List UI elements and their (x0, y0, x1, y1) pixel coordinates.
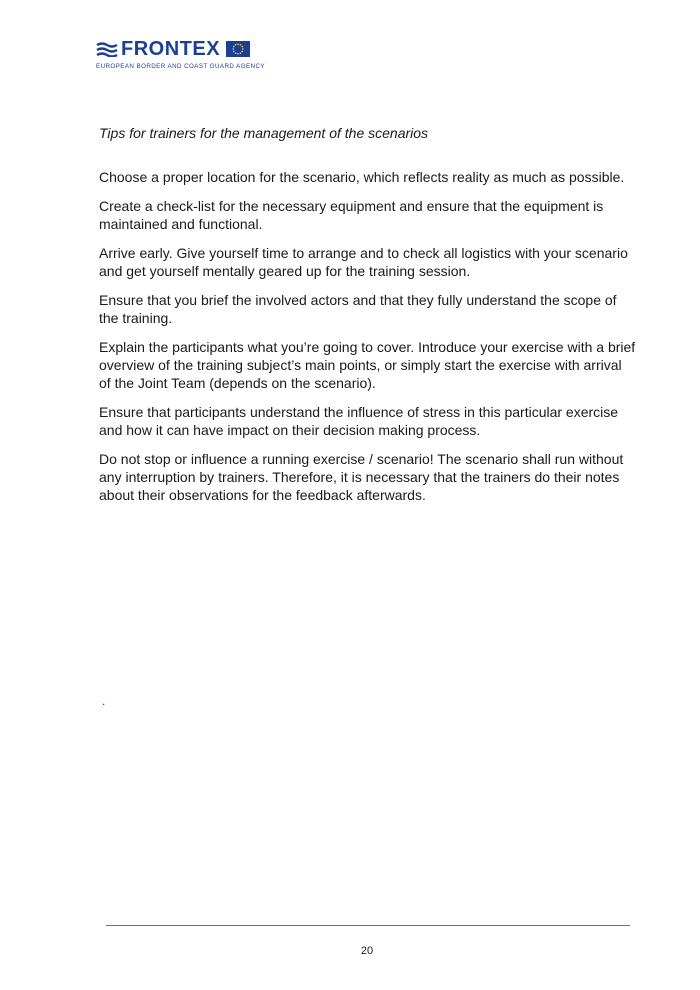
page-number: 20 (360, 945, 374, 957)
eu-flag-icon (226, 41, 250, 57)
tip-paragraph: Ensure that you brief the involved actors and that they fully understand the scope of the training. (99, 292, 617, 326)
tip-paragraph: Explain the participants what you’re going to cover. Introduce your exercise with a brief overview of the training subject’s main points, or simply start the exercise with arrival of the Joint Team (depends on the scenario). (99, 339, 636, 391)
stray-mark: . (102, 694, 106, 708)
frontex-waves-icon (96, 41, 118, 57)
tips-list (99, 168, 637, 515)
tip-paragraph: Do not stop or influence a running exercise / scenario! The scenario shall run without any interruption by trainers. Therefore, it is necessary that the trainers do their notes about their observations for the feedback afterwards. (99, 451, 624, 503)
section-heading: Tips for trainers for the management of the scenarios (99, 125, 429, 141)
logo-wordmark: FRONTEX (121, 38, 221, 60)
logo-subtitle: EUROPEAN BORDER AND COAST GUARD AGENCY (96, 63, 265, 70)
tip-paragraph: Arrive early. Give yourself time to arrange and to check all logistics with your scenario and get yourself mentally geared up for the training session. (99, 245, 628, 279)
tip-paragraph: Choose a proper location for the scenario, which reflects reality as much as possible. (99, 169, 625, 185)
logo-row (96, 38, 296, 60)
footer-rule (106, 925, 630, 926)
tip-paragraph: Ensure that participants understand the influence of stress in this particular exercise and how it can have impact on their decision making process. (99, 404, 619, 438)
frontex-logo (96, 38, 296, 72)
tip-paragraph: Create a check-list for the necessary equipment and ensure that the equipment is maintained and functional. (99, 198, 604, 232)
